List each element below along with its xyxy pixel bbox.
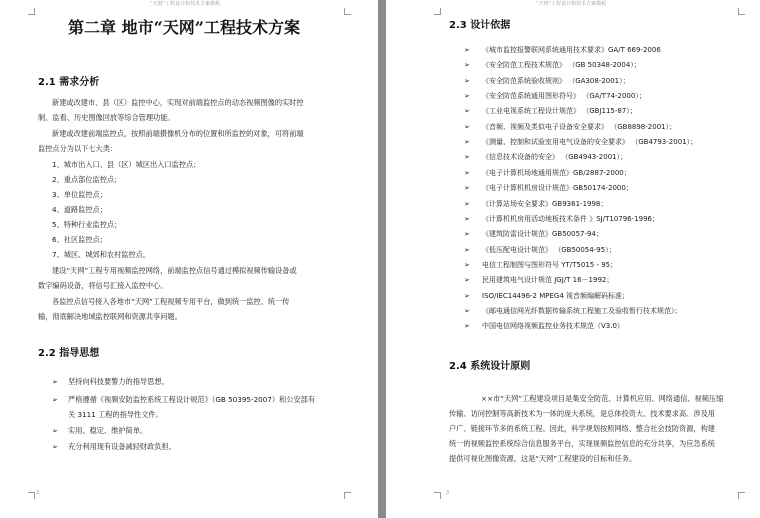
arrow-bullet-icon: ➢ — [464, 276, 470, 285]
list-item: 2、重点部位监控点； — [52, 175, 122, 184]
arrow-bullet-icon: ➢ — [464, 291, 470, 300]
design-basis-item: 中国电信网络视频监控业务技术规范（V3.0） — [482, 322, 624, 331]
chapter-title: 第二章 地市“天网”工程技术方案 — [68, 18, 300, 37]
document-page-left — [0, 0, 378, 518]
bullet-item: 严格遵循《视频安防监控系统工程设计规范》（GB 50395-2007）和公安部有 — [68, 395, 316, 404]
paragraph-line: 统一的视频监控系统综合信息服务平台，实现视频监控信息的充分共享，为应急系统 — [449, 439, 715, 448]
bullet-item: 实用、稳定、维护简单。 — [68, 426, 148, 435]
section-heading: 2.3 设计依据 — [449, 20, 511, 31]
arrow-bullet-icon: ➢ — [464, 230, 470, 239]
design-basis-item: 《音频、视频及类似电子设备安全要求》 （GB8898-2001）； — [482, 122, 677, 131]
arrow-bullet-icon: ➢ — [464, 122, 470, 131]
paragraph-line: 户广、链接环节多的系统工程。因此，科学规划按照网络、整合社会技防资源，构建 — [449, 424, 715, 433]
crop-mark — [434, 492, 441, 499]
running-header: “天网”工程设计和技术方案模板 — [150, 1, 221, 7]
design-basis-item: 民用建筑电气设计规范 JGJ/T 16－1992； — [482, 276, 614, 285]
crop-mark — [738, 8, 745, 15]
design-basis-item: 《邮电通信网光纤数据传输系统工程施工及验收暂行技术规范》； — [482, 306, 682, 315]
bullet-item: 充分利用现有设备减轻财政负担。 — [68, 442, 176, 451]
arrow-bullet-icon: ➢ — [464, 138, 470, 147]
bullet-item: 坚持向科技要警力的指导思想。 — [68, 377, 169, 386]
arrow-bullet-icon: ➢ — [464, 153, 470, 162]
paragraph-line: 新建或改建前端监控点，按照前端摄像机分布的位置和所监控的对象，可将前端 — [52, 129, 304, 138]
section-heading: 2.1 需求分析 — [38, 77, 100, 88]
crop-mark — [434, 8, 441, 15]
design-basis-item: 《测量、控制和试验室用电气设备的安全要求》 （GB4793-2001）； — [482, 138, 698, 147]
arrow-bullet-icon: ➢ — [464, 199, 470, 208]
list-item: 6、社区监控点； — [52, 235, 107, 244]
paragraph-line: 制、监看、历史图像回放等综合管理功能。 — [38, 113, 175, 122]
list-item: 3、单位监控点； — [52, 190, 107, 199]
paragraph-line: 各监控点信号接入各地市“天网”工程视频专用平台，做到统一监控、统一传 — [52, 297, 290, 306]
arrow-bullet-icon: ➢ — [464, 260, 470, 269]
design-basis-item: 《城市监控报警联网系统通用技术要求》GA/T 669-2006 — [482, 46, 661, 54]
design-basis-item: 《安全防范系统验收规则》 （GA308-2001）； — [482, 76, 630, 85]
list-item: 4、道路监控点； — [52, 205, 107, 214]
design-basis-item: 《安全防范工程技术规范》 （GB 50348-2004）； — [482, 61, 641, 70]
document-page-right — [386, 0, 760, 518]
design-basis-item: 电信工程制图与图形符号 YT/T5015 - 95； — [482, 260, 618, 269]
paragraph-line: 建设“天网”工程专用视频监控网络，前端监控点信号通过模拟视频传输设备或 — [52, 266, 297, 275]
arrow-bullet-icon: ➢ — [464, 168, 470, 177]
list-item: 7、城区、城郊和农村监控点。 — [52, 250, 151, 259]
design-basis-item: 《电子计算机机房设计规范》GB50174-2000； — [482, 184, 633, 193]
arrow-bullet-icon: ➢ — [52, 427, 58, 435]
arrow-bullet-icon: ➢ — [464, 76, 470, 85]
design-basis-item: ISO/IEC14496-2 MPEG4 视音频编解码标准； — [482, 291, 630, 300]
crop-mark — [344, 8, 351, 15]
paragraph-line: 新建或改建市、县（区）监控中心，实现对前端监控点的动态视频图像的实时控 — [52, 98, 304, 107]
arrow-bullet-icon: ➢ — [464, 214, 470, 223]
arrow-bullet-icon: ➢ — [464, 107, 470, 116]
arrow-bullet-icon: ➢ — [464, 245, 470, 254]
list-item: 1、城市出入口、县（区）城区出入口监控点； — [52, 160, 201, 169]
page-number: 3 — [446, 490, 450, 496]
arrow-bullet-icon: ➢ — [464, 46, 470, 54]
page-number: 2 — [36, 490, 40, 496]
design-basis-item: 《工业电视系统工程设计规范》 （GBJ115-87）； — [482, 107, 637, 116]
crop-mark — [344, 492, 351, 499]
paragraph-line: 数字编码设备，将信号汇接入监控中心。 — [38, 281, 168, 290]
arrow-bullet-icon: ➢ — [464, 184, 470, 193]
design-basis-item: 《信息技术设备的安全》 （GB4943-2001）； — [482, 153, 628, 162]
arrow-bullet-icon: ➢ — [52, 378, 58, 386]
paragraph-line: 提供可视化图像资源，这是“天网”工程建设的目标和任务。 — [449, 454, 637, 463]
arrow-bullet-icon: ➢ — [464, 322, 470, 331]
list-item: 5、特种行业监控点； — [52, 220, 122, 229]
arrow-bullet-icon: ➢ — [464, 92, 470, 101]
design-basis-item: 《低压配电设计规范》 （GB50054-95）； — [482, 245, 616, 254]
design-basis-item: 《计算站场安全要求》GB9361-1998； — [482, 199, 608, 208]
design-basis-item: 《电子计算机场地通用规范》GB/2887-2000； — [482, 168, 631, 177]
crop-mark — [738, 492, 745, 499]
design-basis-item: 《安全防范系统通用图形符号》 （GA/T74-2000）； — [482, 92, 646, 101]
crop-mark — [28, 8, 35, 15]
arrow-bullet-icon: ➢ — [52, 443, 58, 451]
running-header: “天网”工程设计和技术方案模板 — [536, 1, 607, 7]
arrow-bullet-icon: ➢ — [52, 396, 58, 404]
paragraph-line: 监控点分为以下七大类： — [38, 144, 118, 153]
paragraph-line: 传输、访问控制等高新技术为一体的庞大系统，是总体投资大、技术要求高、涉及用 — [449, 409, 715, 418]
section-heading: 2.2 指导思想 — [38, 348, 100, 359]
bullet-item: 关 3111 工程的指导性文件。 — [68, 410, 163, 419]
paragraph-line: 输，彻底解决地域监控联网和资源共享问题。 — [38, 312, 182, 321]
arrow-bullet-icon: ➢ — [464, 306, 470, 315]
design-basis-item: 《建筑防雷设计规范》GB50057-94； — [482, 230, 603, 239]
arrow-bullet-icon: ➢ — [464, 61, 470, 70]
section-heading: 2.4 系统设计原则 — [449, 361, 531, 372]
crop-mark — [28, 492, 35, 499]
paragraph-line: ××市“天网”工程建设项目是集安全防范、计算机应用、网络通信、视频压缩 — [481, 394, 724, 403]
design-basis-item: 《计算机机房用活动地板技术条件 》SJ/T10796-1996； — [482, 214, 659, 223]
